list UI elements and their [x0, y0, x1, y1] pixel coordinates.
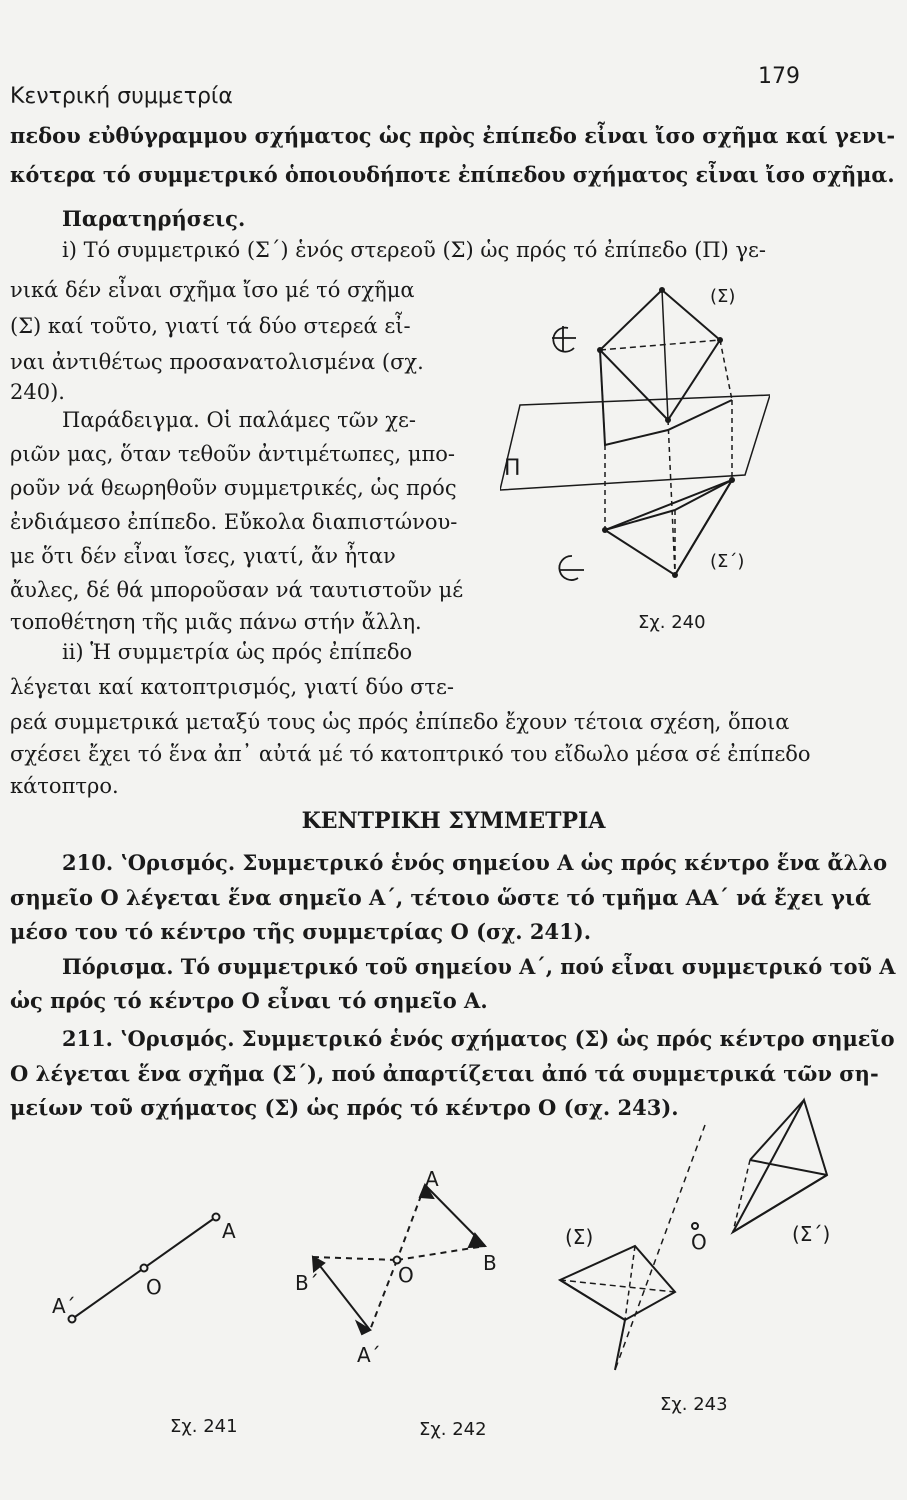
top-para-line-2: κότερα τό συμμετρικό ὁποιουδήποτε ἐπίπεδου σχήματος εἶναι ἴσο σχῆμα.: [10, 162, 895, 187]
fig242-label-b: Β: [483, 1251, 497, 1275]
def211-line: Ο λέγεται ἕνα σχῆμα (Σ΄), πού ἀπαρτίζεται ἀπό τά συμμετρικά τῶν ση-: [10, 1061, 879, 1086]
remark-i-first-line: i) Τό συμμετρικό (Σ΄) ἑνός στερεοῦ (Σ) ὡς πρός τό ἐπίπεδο (Π) γε-: [62, 238, 766, 262]
figure-243: [540, 1090, 840, 1420]
fig240-label-sigma-prime: (Σ΄): [710, 551, 745, 572]
remark-i-line: ναι ἀντιθέτως προσανατολισμένα (σχ.: [10, 350, 424, 374]
def211-line: 211. ʽΟρισμός. Συμμετρικό ἑνός σχήματος (Σ) ὡς πρός κέντρο σημεῖο: [62, 1026, 895, 1051]
example-line: ροῦν νά θεωρηθοῦν συμμετρικές, ὡς πρός: [10, 476, 457, 500]
fig243-label-o: Ο: [691, 1230, 707, 1254]
remark-ii-line: λέγεται καί κατοπτρισμός, γιατί δύο στε-: [10, 675, 454, 699]
figure-242: [285, 1170, 515, 1460]
fig243-label-sigma: (Σ): [565, 1225, 594, 1249]
example-line: Παράδειγμα. Οἱ παλάμες τῶν χε-: [62, 408, 416, 432]
fig243-caption: Σχ. 243: [660, 1394, 728, 1415]
def210-line: μέσο του τό κέντρο τῆς συμμετρίας Ο (σχ. 241).: [10, 919, 592, 944]
figure-241: [50, 1200, 250, 1460]
fig242-label-b-prime: Β΄: [295, 1271, 319, 1295]
fig240-caption: Σχ. 240: [638, 612, 706, 633]
fig240-label-sigma: (Σ): [710, 286, 736, 307]
fig241-label-o: Ο: [146, 1275, 162, 1299]
fig242-label-a-prime: Α΄: [357, 1343, 381, 1367]
remark-i-line: 240).: [10, 380, 65, 404]
remark-ii-line: ρεά συμμετρικά μεταξύ τους ὡς πρός ἐπίπεδο ἔχουν τέτοια σχέση, ὅποια: [10, 710, 790, 734]
fig242-caption: Σχ. 242: [419, 1419, 487, 1440]
example-line: ἄυλες, δέ θά μποροῦσαν νά ταυτιστοῦν μέ: [10, 578, 464, 602]
section-heading: ΚΕΝΤΡΙΚΗ ΣΥΜΜΕΤΡΙΑ: [301, 808, 606, 834]
remark-ii-line: σχέσει ἔχει τό ἕνα ἀπ᾽ αὐτά μέ τό κατοπτρικό του εἴδωλο μέσα σέ ἐπίπεδο: [10, 742, 811, 766]
fig241-caption: Σχ. 241: [170, 1416, 238, 1437]
example-line: τοποθέτηση τῆς μιᾶς πάνω στήν ἄλλη.: [10, 610, 422, 634]
fig243-label-sigma-prime: (Σ΄): [792, 1222, 831, 1246]
fig242-label-o: Ο: [398, 1263, 414, 1287]
example-line: με ὅτι δέν εἶναι ἴσες, γιατί, ἄν ἦταν: [10, 544, 396, 568]
remark-ii-line: κάτοπτρο.: [10, 774, 119, 798]
example-line: ριῶν μας, ὅταν τεθοῦν ἀντιμέτωπες, μπο-: [10, 442, 456, 466]
remarks-heading: Παρατηρήσεις.: [62, 206, 246, 231]
fig242-label-a: Α: [425, 1170, 439, 1191]
example-line: ἐνδιάμεσο ἐπίπεδο. Εὔκολα διαπιστώνου-: [10, 510, 458, 534]
remark-ii-line: ii) Ἡ συμμετρία ὡς πρός ἐπίπεδο: [62, 640, 413, 664]
def210-line: 210. ʽΟρισμός. Συμμετρικό ἑνός σημείου Α ὡς πρός κέντρο ἕνα ἄλλο: [62, 850, 888, 875]
page-number: 179: [758, 64, 800, 89]
remark-i-line: νικά δέν εἶναι σχῆμα ἴσο μέ τό σχῆμα: [10, 278, 415, 302]
fig241-label-a-prime: Α΄: [52, 1294, 76, 1318]
figure-240: [500, 270, 770, 690]
def211-line: μείων τοῦ σχήματος (Σ) ὡς πρός τό κέντρο Ο (σχ. 243).: [10, 1095, 679, 1120]
remark-i-line: (Σ) καί τοῦτο, γιατί τά δύο στερεά εἶ-: [10, 314, 411, 338]
fig241-label-a: Α: [222, 1219, 236, 1243]
top-para-line-1: πεδου εὐθύγραμμου σχήματος ὡς πρὸς ἐπίπεδο εἶναι ἴσο σχῆμα καί γενι-: [10, 123, 896, 148]
running-head: Κεντρική συμμετρία: [10, 84, 233, 109]
def210-line: σημεῖο Ο λέγεται ἕνα σημεῖο Α΄, τέτοιο ὥστε τό τμῆμα ΑΑ΄ νά ἔχει γιά: [10, 885, 872, 910]
fig240-label-plane: Π: [504, 456, 521, 481]
corollary-line: ὡς πρός τό κέντρο Ο εἶναι τό σημεῖο Α.: [10, 988, 488, 1013]
corollary-line: Πόρισμα. Τό συμμετρικό τοῦ σημείου Α΄, πού εἶναι συμμετρικό τοῦ Α: [62, 954, 896, 979]
